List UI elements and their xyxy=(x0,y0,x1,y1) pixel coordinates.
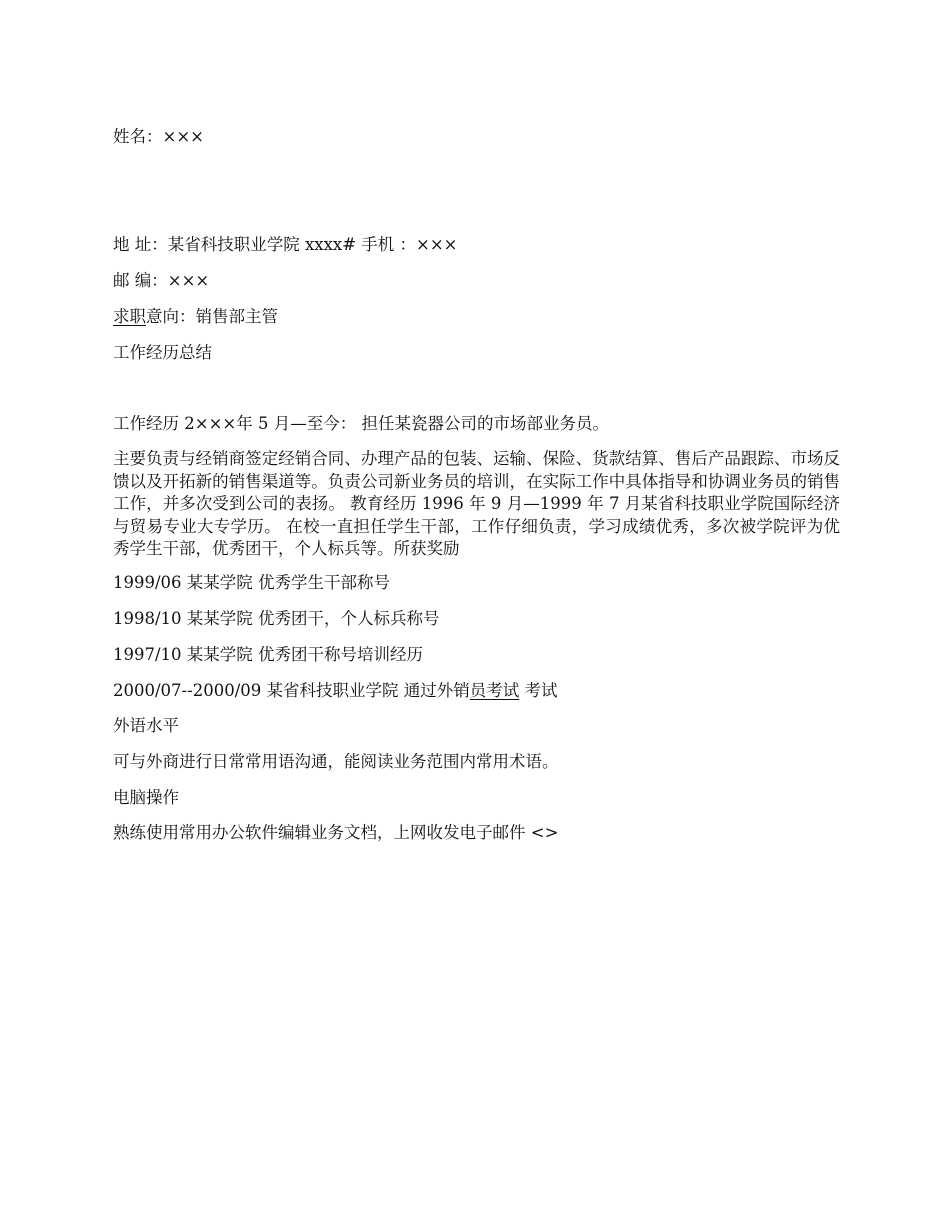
postcode-line: 邮 编：××× xyxy=(113,271,210,290)
objective-prefix: 求职 xyxy=(113,307,146,326)
training-text: 2000/07--2000/09 某省科技职业学院 通过外销 xyxy=(113,681,470,700)
award-item: 1999/06 某某学院 优秀学生干部称号 xyxy=(113,573,391,592)
training-line xyxy=(113,680,557,702)
name-line: 姓名：××× xyxy=(113,127,204,146)
award-item: 1997/10 某某学院 优秀团干称号培训经历 xyxy=(113,645,424,664)
objective-line xyxy=(113,306,278,328)
responsibilities-paragraph: 主要负责与经销商签定经销合同、办理产品的包装、运输、保险、货款结算、售后产品跟踪、市场反馈以及开拓新的销售渠道等。负责公司新业务员的培训，在实际工作中具体指导和协调业务员的销售工作，并多次受到公司的表扬。 教育经历 1996 年 9 月—1999 年 7 月某省科技职业学院国际经济与贸易专业大专学历。 在校一直担任学生干部，工作仔细负责，学习成绩优秀，多次被学院评为优秀学生干部，优秀团干，个人标兵等。所获奖励 xyxy=(113,449,840,558)
work-summary-heading: 工作经历总结 xyxy=(113,343,212,362)
training-underlined: 员考试 xyxy=(469,681,520,700)
award-item: 1998/10 某某学院 优秀团干，个人标兵称号 xyxy=(113,609,440,628)
training-suffix: 考试 xyxy=(519,681,558,700)
address-line: 地 址：某省科技职业学院 xxxx# 手机 ：××× xyxy=(113,235,458,254)
objective-text: 意向：销售部主管 xyxy=(146,307,278,326)
computer-heading: 电脑操作 xyxy=(113,788,179,807)
language-heading: 外语水平 xyxy=(113,716,179,735)
language-text: 可与外商进行日常常用语沟通，能阅读业务范围内常用术语。 xyxy=(113,752,559,771)
work-history-line: 工作经历 2×××年 5 月—至今： 担任某瓷器公司的市场部业务员。 xyxy=(113,414,609,433)
computer-text: 熟练使用常用办公软件编辑业务文档，上网收发电子邮件 <> xyxy=(113,823,559,842)
